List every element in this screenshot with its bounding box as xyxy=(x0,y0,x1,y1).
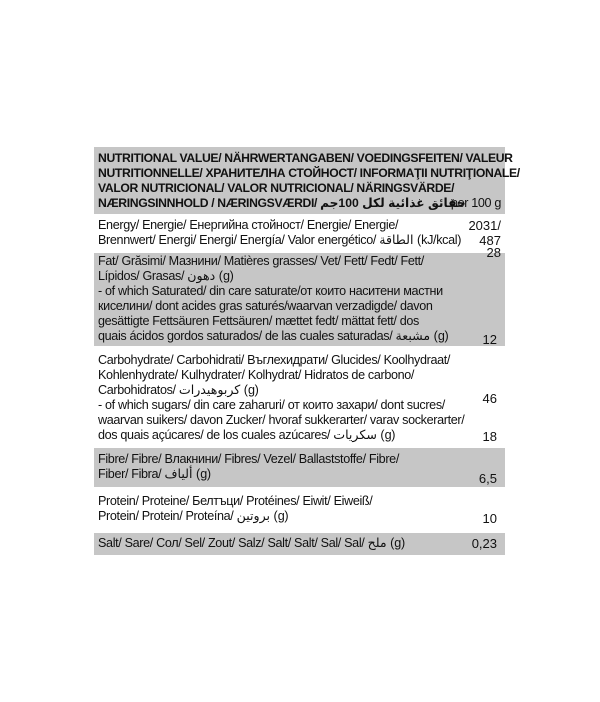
sugars-label-line: - of which sugars/ din care zaharuri/ от които захари/ dont sucres/ xyxy=(98,398,445,412)
sugars-label-line: dos quais açúcares/ de los cuales azúcares/ سكريات (g) xyxy=(98,428,396,442)
carbohydrate-label-line: Kohlenhydrate/ Kulhydrater/ Kolhydrat/ Hidratos de carbono/ xyxy=(98,368,415,382)
fibre-row xyxy=(94,448,505,487)
salt-row xyxy=(94,533,505,555)
header-line-text: NÆRINGSINNHOLD / NÆRINGSVÆRDI/ حقائق غذائية لكل 100جم xyxy=(98,196,466,210)
energy-label xyxy=(98,218,501,233)
saturated-value: 12 xyxy=(482,332,497,347)
fat-label-line: Fat/ Grăsimi/ Мазнини/ Matières grasses/ Vet/ Fett/ Fedt/ Fett/ xyxy=(98,254,424,268)
protein-label xyxy=(98,509,501,524)
saturated-label-line: gesättigte Fettsäuren Fettsäuren/ mættet fedt/ mättat fett/ dos xyxy=(98,314,419,328)
header-unit: per 100 g xyxy=(450,196,501,210)
fat-row xyxy=(94,245,505,347)
nutrition-table xyxy=(94,147,520,558)
energy-value-kcal: 487 xyxy=(479,233,501,248)
protein-row xyxy=(94,490,505,530)
carbohydrate-label-line: Carbohidratos/ كربوهيدرات (g) xyxy=(98,383,259,397)
saturated-label xyxy=(98,329,501,347)
sugars-label-line: waarvan suikers/ davon Zucker/ hvoraf sukkerarter/ varav sockerarter/ xyxy=(98,413,465,427)
protein-label-line: Protein/ Protein/ Proteína/ بروتين (g) xyxy=(98,509,289,523)
energy-label-line: Energy/ Energie/ Енергийна стойност/ Energie/ Energie/ xyxy=(98,218,399,232)
saturated-label-line: - of which Saturated/ din care saturate/от които наситени мастни xyxy=(98,284,443,298)
fibre-label xyxy=(98,467,501,486)
fibre-value: 6,5 xyxy=(478,471,497,486)
energy-row xyxy=(94,217,505,250)
header-line xyxy=(98,196,501,211)
header-line: NUTRITIONNELLE/ ХРАНИТЕЛНА СТОЙНОСТ/ INFORMAŢII NUTRIŢIONALE/ xyxy=(98,166,520,180)
header-line: NUTRITIONAL VALUE/ NÄHRWERTANGABEN/ VOEDINGSFEITEN/ VALEUR xyxy=(98,151,513,165)
carbohydrate-value: 46 xyxy=(482,391,497,406)
saturated-label-line: киселини/ dont acides gras saturés/waarvan verzadigde/ davon xyxy=(98,299,433,313)
header-line: VALOR NUTRICIONAL/ VALOR NUTRICIONAL/ NÄRINGSVÄRDE/ xyxy=(98,181,455,195)
fibre-label-line: Fiber/ Fibra/ ألياف (g) xyxy=(98,467,212,481)
salt-value: 0,23 xyxy=(471,536,497,551)
energy-label xyxy=(98,233,501,248)
salt-label xyxy=(98,536,501,551)
protein-value: 10 xyxy=(482,511,497,526)
energy-value-kj: 2031/ xyxy=(468,218,501,233)
saturated-label-line: quais ácidos gordos saturados/ de las cuales saturadas/ مشبعة (g) xyxy=(98,329,449,343)
carbohydrate-row xyxy=(94,349,505,445)
salt-label-line: Salt/ Sare/ Сол/ Sel/ Zout/ Salz/ Salt/ Salt/ Sal/ Sal/ ملح (g) xyxy=(98,536,406,550)
table-header xyxy=(94,147,520,214)
protein-label-line: Protein/ Proteine/ Белтъци/ Protéines/ Eiwit/ Eiweiß/ xyxy=(98,494,373,508)
fat-label-line: Lípidos/ Grasas/ دهون (g) xyxy=(98,269,234,283)
energy-label-line: Brennwert/ Energi/ Energi/ Energía/ Valor energético/ الطاقة (kJ/kcal) xyxy=(98,233,462,247)
sugars-value: 18 xyxy=(482,429,497,444)
carbohydrate-label-line: Carbohydrate/ Carbohidrati/ Въглехидрати/ Glucides/ Koolhydraat/ xyxy=(98,353,451,367)
sugars-label xyxy=(98,428,501,443)
fibre-label-line: Fibre/ Fibre/ Влакнини/ Fibres/ Vezel/ Ballaststoffe/ Fibre/ xyxy=(98,452,399,466)
fat-value: 28 xyxy=(486,245,501,260)
